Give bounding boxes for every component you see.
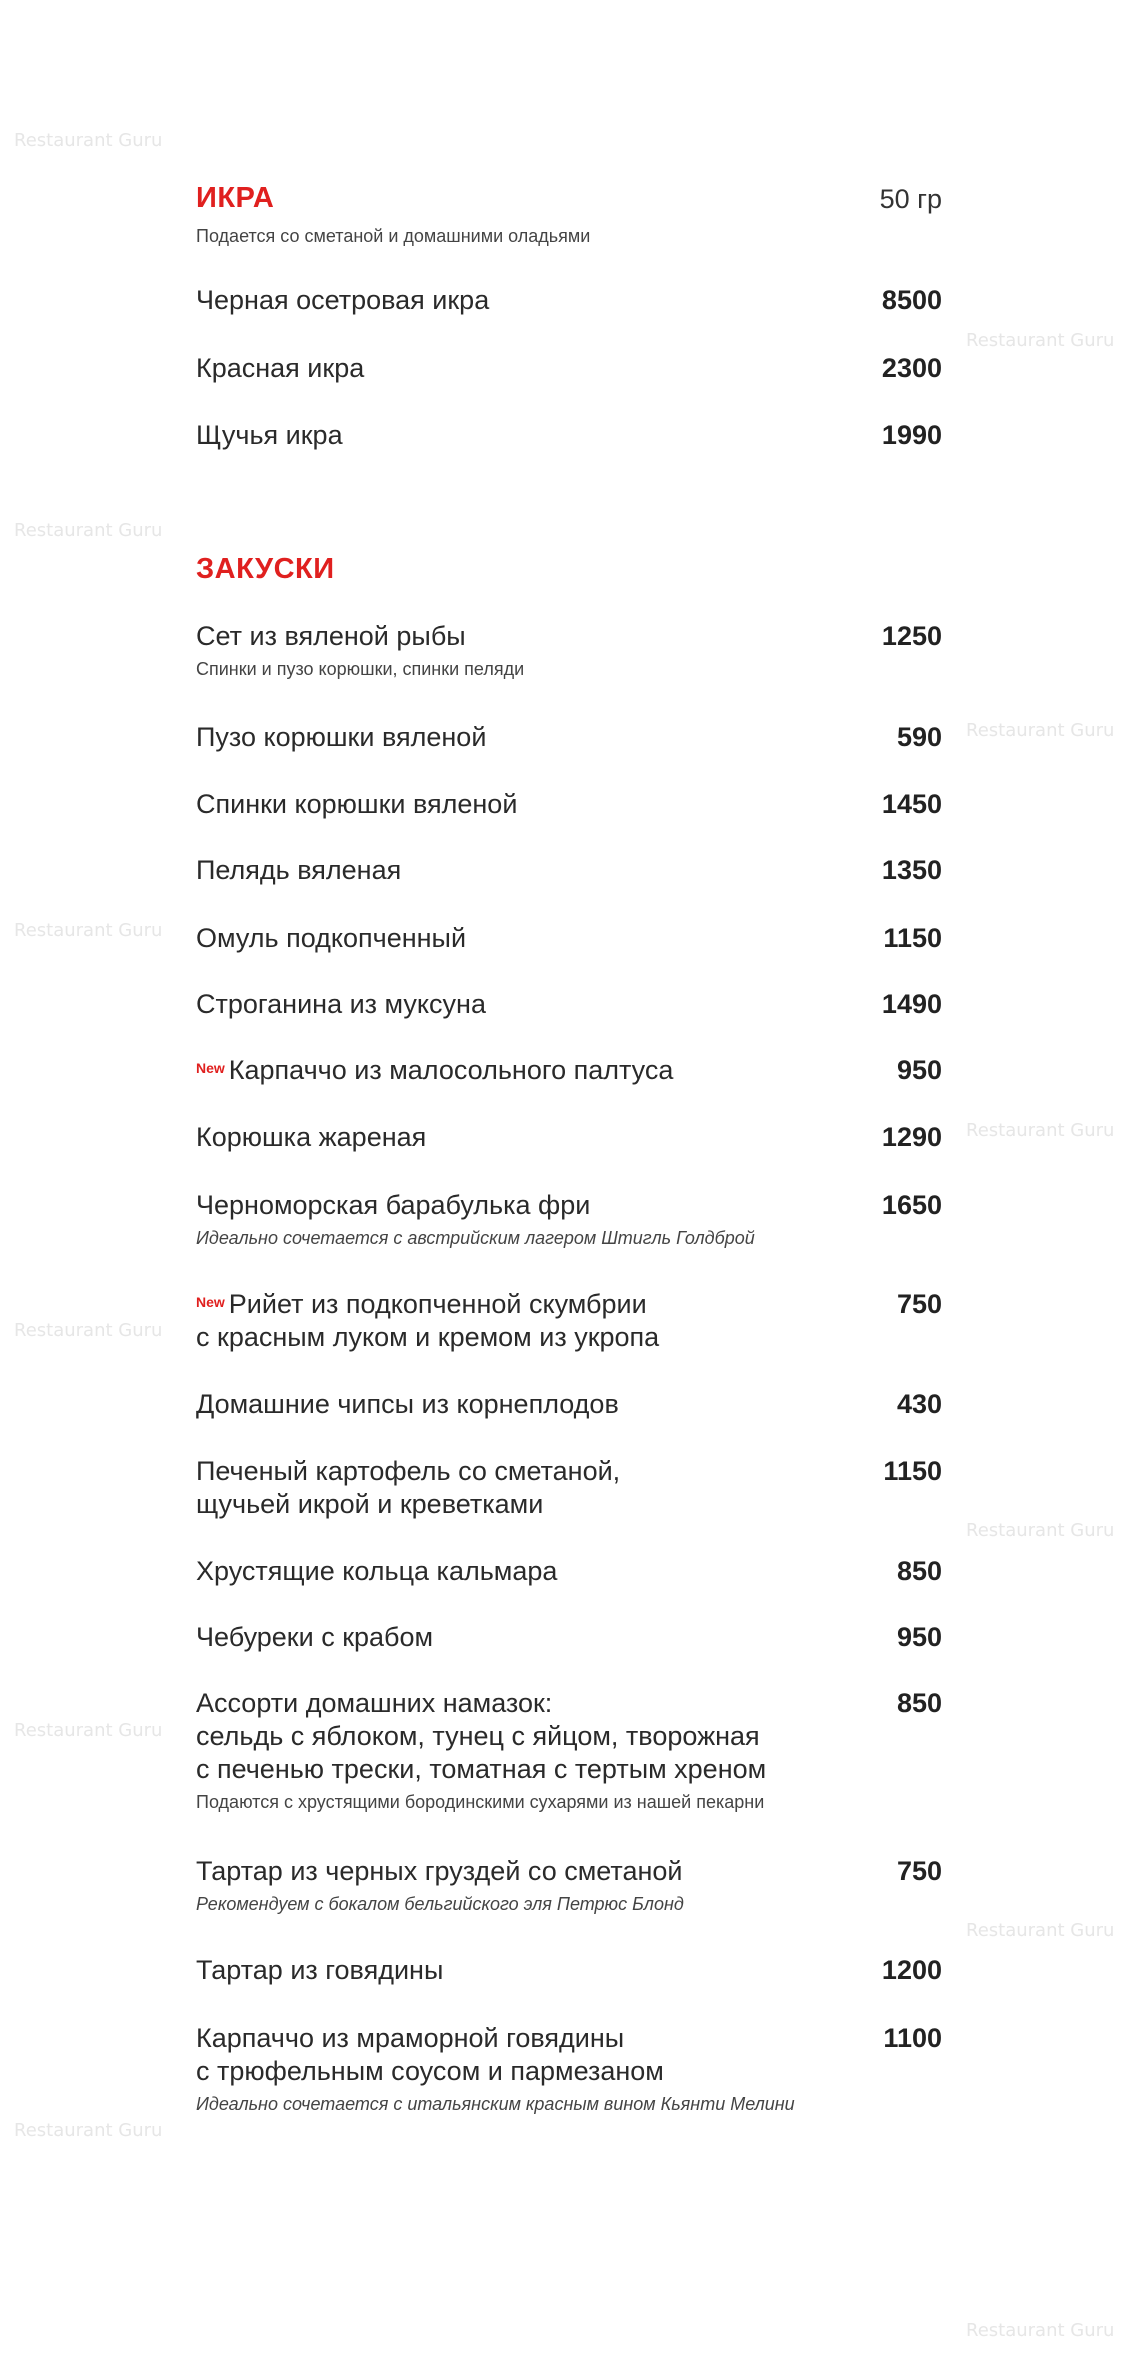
item-name: [196, 1687, 846, 1786]
item-note: Подаются с хрустящими бородинскими сухарями из нашей пекарни: [196, 1792, 765, 1812]
item-name-text: Щучья икра: [196, 420, 343, 450]
menu-item: [196, 1621, 942, 1654]
watermark: Restaurant Guru: [14, 1720, 163, 1741]
item-price: 850: [896, 1688, 942, 1718]
item-name: [196, 1555, 846, 1588]
item-name-text: Омуль подкопченный: [196, 923, 467, 953]
item-name: [196, 1288, 846, 1354]
item-price: 850: [896, 1556, 942, 1586]
item-price: 1200: [881, 1955, 942, 1985]
item-name: [196, 352, 846, 385]
watermark: Restaurant Guru: [14, 1320, 163, 1341]
menu-item: [196, 988, 942, 1021]
item-price: 950: [896, 1055, 942, 1085]
menu-item: [196, 1054, 942, 1087]
item-name: [196, 1388, 846, 1421]
item-note: Идеально сочетается с австрийским лагером Штигль Голдброй: [196, 1228, 755, 1248]
item-name: [196, 620, 846, 653]
menu-item: [196, 1121, 942, 1154]
watermark: Restaurant Guru: [966, 2320, 1115, 2341]
item-name-text: Тартар из черных груздей со сметаной: [196, 1856, 683, 1886]
item-price: 1490: [881, 989, 942, 1019]
item-price: 1150: [883, 923, 942, 953]
item-name-text: Красная икра: [196, 353, 365, 383]
menu-item: [196, 1855, 942, 1916]
item-name-text: Ассорти домашних намазок: сельдь с яблоком, тунец с яйцом, творожная с печенью трески, томатная с тертым хреном: [196, 1688, 767, 1784]
item-name: [196, 721, 846, 754]
section-subtitle: Подается со сметаной и домашними оладьями: [196, 226, 591, 246]
watermark: Restaurant Guru: [966, 330, 1115, 351]
item-name-text: Корюшка жареная: [196, 1122, 427, 1152]
item-name: [196, 1855, 846, 1888]
new-badge: New: [196, 1294, 225, 1310]
section-title-ikra: ИКРА: [196, 182, 275, 214]
menu-item: [196, 352, 942, 385]
menu-item: [196, 1455, 942, 1521]
watermark: Restaurant Guru: [966, 720, 1115, 741]
menu-item: [196, 284, 942, 317]
item-name: [196, 2022, 846, 2088]
item-name: [196, 1621, 846, 1654]
watermark: Restaurant Guru: [14, 920, 163, 941]
menu-item: [196, 2022, 942, 2116]
menu-item: [196, 620, 942, 681]
item-price: 2300: [881, 353, 942, 383]
watermark: Restaurant Guru: [14, 130, 163, 151]
portion-size: 50 гр: [879, 184, 942, 214]
item-name: [196, 854, 846, 887]
item-price: 1250: [881, 621, 942, 651]
item-note: Рекомендуем с бокалом бельгийского эля Петрюс Блонд: [196, 1894, 684, 1914]
item-name-text: Сет из вяленой рыбы: [196, 621, 466, 651]
new-badge: New: [196, 1060, 225, 1076]
item-name: [196, 1189, 846, 1222]
watermark: Restaurant Guru: [966, 1520, 1115, 1541]
item-note: Спинки и пузо корюшки, спинки пеляди: [196, 659, 525, 679]
item-name-text: Пелядь вяленая: [196, 855, 402, 885]
section-title-zakuski: ЗАКУСКИ: [196, 553, 335, 585]
item-price: 1990: [881, 420, 942, 450]
item-name: [196, 1054, 846, 1087]
menu-item: [196, 721, 942, 754]
item-name: [196, 1121, 846, 1154]
item-name-text: Рийет из подкопченной скумбрии с красным луком и кремом из укропа: [196, 1289, 660, 1352]
item-name-text: Чебуреки с крабом: [196, 1622, 434, 1652]
item-name-text: Спинки корюшки вяленой: [196, 789, 518, 819]
item-name: [196, 988, 846, 1021]
item-price: 1350: [881, 855, 942, 885]
item-name-text: Карпаччо из малосольного палтуса: [228, 1055, 674, 1085]
item-name: [196, 788, 846, 821]
menu-item: [196, 854, 942, 887]
item-name-text: Домашние чипсы из корнеплодов: [196, 1389, 619, 1419]
item-name-text: Черноморская барабулька фри: [196, 1190, 591, 1220]
item-price: 750: [896, 1856, 942, 1886]
menu-item: [196, 1954, 942, 1987]
menu-item: [196, 1388, 942, 1421]
item-name: [196, 419, 846, 452]
item-name-text: Черная осетровая икра: [196, 285, 490, 315]
item-name: [196, 1455, 846, 1521]
item-price: 1450: [881, 789, 942, 819]
item-price: 1650: [881, 1190, 942, 1220]
menu-item: [196, 1288, 942, 1354]
watermark: Restaurant Guru: [966, 1120, 1115, 1141]
item-price: 1100: [883, 2023, 942, 2053]
item-price: 430: [896, 1389, 942, 1419]
watermark: Restaurant Guru: [14, 2120, 163, 2141]
item-name: [196, 922, 846, 955]
item-name-text: Тартар из говядины: [196, 1955, 444, 1985]
item-price: 1150: [883, 1456, 942, 1486]
item-name-text: Карпаччо из мраморной говядины с трюфельным соусом и пармезаном: [196, 2023, 664, 2086]
item-price: 590: [896, 722, 942, 752]
item-name-text: Строганина из муксуна: [196, 989, 486, 1019]
item-price: 1290: [881, 1122, 942, 1152]
item-name: [196, 284, 846, 317]
menu-item: [196, 1555, 942, 1588]
item-note: Идеально сочетается с итальянским красным вином Кьянти Мелини: [196, 2094, 795, 2114]
item-price: 950: [896, 1622, 942, 1652]
item-price: 8500: [881, 285, 942, 315]
menu-item: [196, 1189, 942, 1250]
menu-item: [196, 922, 942, 955]
menu-item: [196, 1687, 942, 1814]
item-name-text: Пузо корюшки вяленой: [196, 722, 487, 752]
menu-item: [196, 419, 942, 452]
watermark: Restaurant Guru: [14, 520, 163, 541]
item-name-text: Хрустящие кольца кальмара: [196, 1556, 558, 1586]
item-name-text: Печеный картофель со сметаной, щучьей икрой и креветками: [196, 1456, 621, 1519]
item-name: [196, 1954, 846, 1987]
item-price: 750: [896, 1289, 942, 1319]
menu-item: [196, 788, 942, 821]
watermark: Restaurant Guru: [966, 1920, 1115, 1941]
